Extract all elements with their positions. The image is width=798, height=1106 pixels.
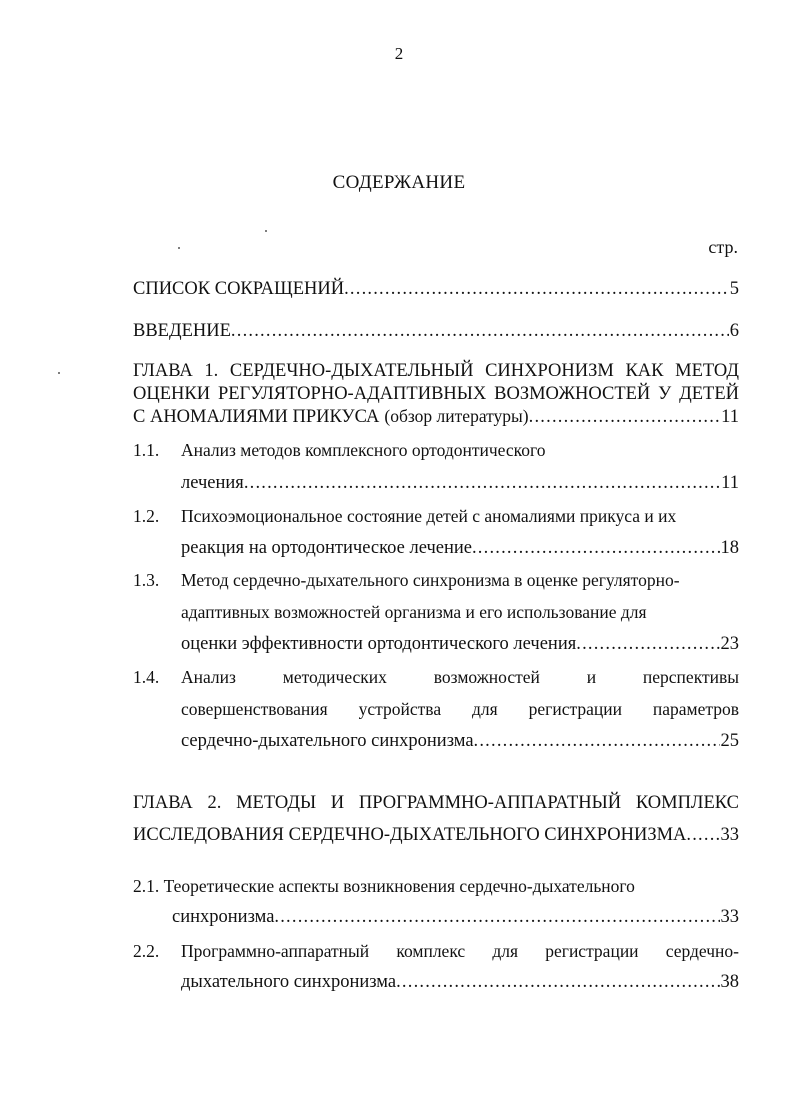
- toc-entry-page: 5: [729, 279, 739, 299]
- scan-speck: [178, 247, 180, 249]
- toc-entry-page: 11: [721, 407, 739, 427]
- toc-entry-page: 18: [720, 538, 739, 558]
- page-column-label: стр.: [708, 237, 738, 257]
- section-number: 1.1.: [133, 440, 160, 460]
- toc-entry-page: 11: [721, 473, 739, 493]
- dot-leader: [231, 321, 729, 342]
- section-2-2-line-1[interactable]: Программно-аппаратный комплекс для регистрации сердечно-: [181, 941, 739, 961]
- section-2-1-line-2[interactable]: [172, 907, 739, 928]
- section-1-3-line-2[interactable]: адаптивных возможностей организма и его использование для: [181, 602, 647, 622]
- toc-entry-text: оценки эффективности ортодонтического лечения: [181, 634, 577, 654]
- section-1-1-line-1[interactable]: Анализ методов комплексного ортодонтического: [181, 440, 546, 460]
- toc-entry-text: сердечно-дыхательного синхронизма: [181, 731, 474, 751]
- section-2-2-line-2[interactable]: [181, 972, 739, 993]
- section-1-3-line-3[interactable]: [181, 634, 739, 655]
- toc-entry-text: ИССЛЕДОВАНИЯ СЕРДЕЧНО-ДЫХАТЕЛЬНОГО СИНХРОНИЗМА: [133, 825, 687, 845]
- toc-entry-note: (обзор литературы): [384, 406, 529, 426]
- section-1-4-line-3[interactable]: [181, 731, 739, 752]
- section-1-1-line-2[interactable]: [181, 473, 739, 494]
- scan-speck: [265, 230, 267, 232]
- section-2-1-line-1[interactable]: 2.1. Теоретические аспекты возникновения сердечно-дыхательного: [133, 876, 635, 896]
- toc-entry-page: 25: [720, 731, 739, 751]
- toc-entry-text: С АНОМАЛИЯМИ ПРИКУСА: [133, 407, 380, 427]
- toc-entry-text: дыхательного синхронизма: [181, 972, 397, 992]
- toc-entry-text: реакция на ортодонтическое лечение: [181, 538, 472, 558]
- section-1-4-line-1[interactable]: Анализ методических возможностей и перспективы: [181, 667, 739, 687]
- chapter-1-title-line-3[interactable]: [133, 406, 739, 428]
- chapter-1-title-line-1[interactable]: ГЛАВА 1. СЕРДЕЧНО-ДЫХАТЕЛЬНЫЙ СИНХРОНИЗМ КАК МЕТОД: [133, 361, 739, 381]
- section-number: 1.4.: [133, 667, 160, 687]
- dot-leader: [244, 473, 720, 494]
- toc-entry-abbreviations[interactable]: [133, 279, 739, 300]
- chapter-2-title-line-1[interactable]: ГЛАВА 2. МЕТОДЫ И ПРОГРАММНО-АППАРАТНЫЙ КОМПЛЕКС: [133, 793, 739, 813]
- dot-leader: [396, 972, 719, 993]
- dot-leader: [344, 279, 729, 300]
- toc-entry-text: ВВЕДЕНИЕ: [133, 321, 231, 341]
- page-number: 2: [394, 44, 404, 63]
- toc-entry-text: лечения: [181, 473, 244, 493]
- toc-entry-page: 33: [720, 907, 739, 927]
- toc-entry-page: 23: [720, 634, 739, 654]
- dot-leader: [529, 407, 721, 428]
- dot-leader: [472, 538, 720, 559]
- chapter-1-title-line-2[interactable]: ОЦЕНКИ РЕГУЛЯТОРНО-АДАПТИВНЫХ ВОЗМОЖНОСТЕЙ У ДЕТЕЙ: [133, 384, 739, 404]
- toc-entry-introduction[interactable]: [133, 321, 739, 342]
- toc-entry-page: 38: [720, 972, 739, 992]
- section-1-2-line-2[interactable]: [181, 538, 739, 559]
- toc-entry-page: 6: [729, 321, 739, 341]
- section-number: 1.2.: [133, 506, 160, 526]
- scan-speck: [58, 372, 60, 374]
- section-1-3-line-1[interactable]: Метод сердечно-дыхательного синхронизма в оценке регуляторно-: [181, 570, 680, 590]
- chapter-2-title-line-2[interactable]: [133, 825, 739, 846]
- dot-leader: [576, 634, 719, 655]
- section-1-2-line-1[interactable]: Психоэмоциональное состояние детей с аномалиями прикуса и их: [181, 506, 677, 526]
- toc-entry-text: синхронизма: [172, 907, 275, 927]
- dot-leader: [474, 731, 720, 752]
- dot-leader: [274, 907, 719, 928]
- section-1-4-line-2[interactable]: совершенствования устройства для регистрации параметров: [181, 699, 739, 719]
- toc-entry-page: 33: [720, 825, 739, 845]
- toc-entry-text: СПИСОК СОКРАЩЕНИЙ: [133, 279, 345, 299]
- dot-leader: [686, 825, 719, 846]
- toc-heading: СОДЕРЖАНИЕ: [332, 172, 466, 193]
- section-number: 1.3.: [133, 570, 160, 590]
- section-number: 2.2.: [133, 941, 160, 961]
